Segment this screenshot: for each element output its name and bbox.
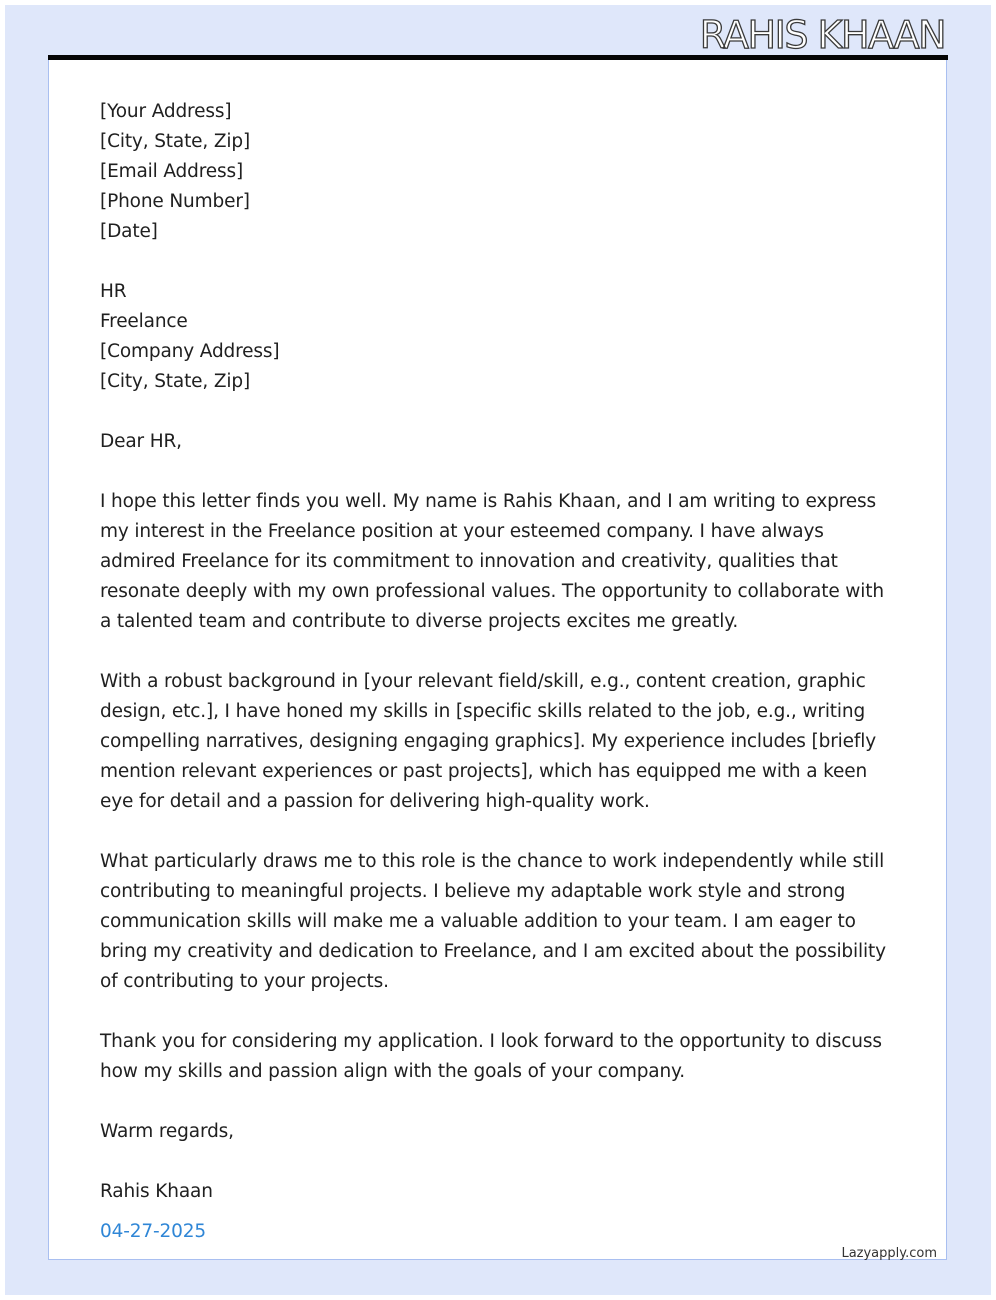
paragraph-thanks: Thank you for considering my application. I look forward to the opportunity to discuss how my skills and passion align with the goals of your company.: [100, 1031, 882, 1082]
sender-phone: [Phone Number]: [100, 191, 250, 212]
letter-body: [100, 97, 900, 1247]
recipient-name: HR: [100, 281, 127, 302]
signature: Rahis Khaan: [100, 1181, 213, 1202]
paragraph-intro: I hope this letter finds you well. My name is Rahis Khaan, and I am writing to express my interest in the Freelance position at your esteemed company. I have always admired Freelance for its commitment to innovation and creativity, qualities that resonate deeply with my own professional values. The opportunity to collaborate with a talented team and contribute to diverse projects excites me greatly.: [100, 491, 884, 632]
salutation: Dear HR,: [100, 431, 182, 452]
recipient-address: [Company Address]: [100, 341, 280, 362]
paragraph-background: With a robust background in [your relevant field/skill, e.g., content creation, graphic design, etc.], I have honed my skills in [specific skills related to the job, e.g., writing compelling narratives, designing engaging graphics]. My experience includes [briefly mention relevant experiences or past projects], which has equipped me with a keen eye for detail and a passion for delivering high-quality work.: [100, 671, 877, 812]
header-name: RAHIS KHAAN: [699, 13, 945, 57]
paragraph-motivation: What particularly draws me to this role is the chance to work independently while still contributing to meaningful projects. I believe my adaptable work style and strong communication skills will make me a valuable addition to your team. I am eager to bring my creativity and dedication to Freelance, and I am excited about the possibility of contributing to your projects.: [100, 851, 886, 992]
signed-date: 04-27-2025: [100, 1221, 207, 1242]
sender-block: [100, 97, 900, 247]
watermark: Lazyapply.com: [841, 1246, 937, 1261]
recipient-block: [100, 277, 900, 397]
recipient-company: Freelance: [100, 311, 188, 332]
sender-city-state-zip: [City, State, Zip]: [100, 131, 251, 152]
sender-address: [Your Address]: [100, 101, 232, 122]
recipient-city-state-zip: [City, State, Zip]: [100, 371, 251, 392]
sender-email: [Email Address]: [100, 161, 244, 182]
sender-date: [Date]: [100, 221, 158, 242]
closing: Warm regards,: [100, 1121, 234, 1142]
